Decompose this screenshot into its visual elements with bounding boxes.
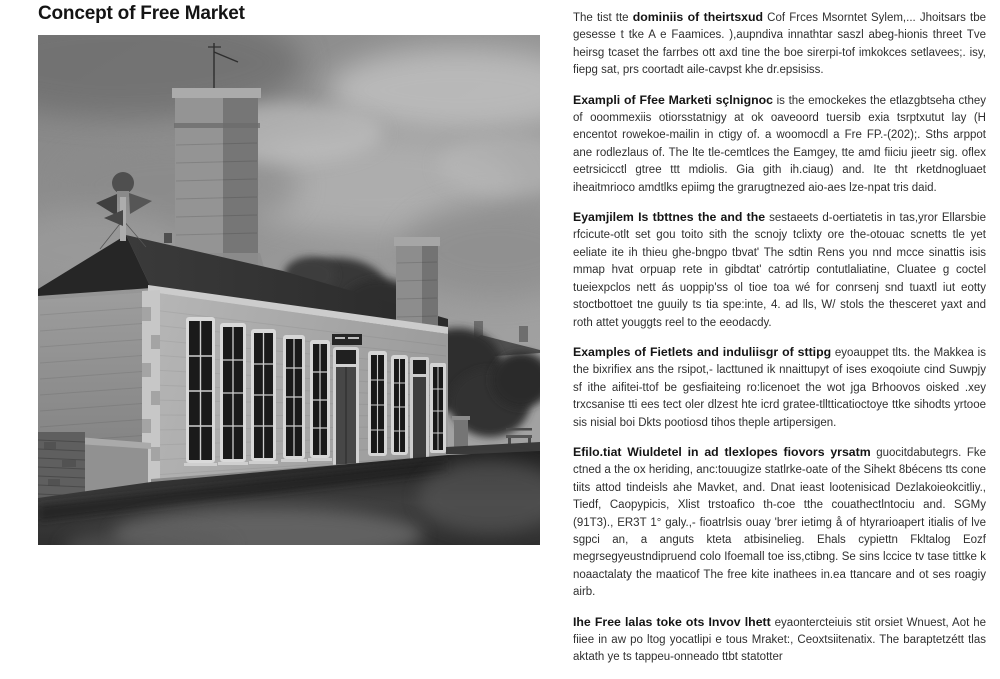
paragraph-text: eyaontercteiuis stit orsiet Wnuest, Aot he fiiee in aw po ltog yocatlipi e tous Mraket:, Ceoxtsiitenatix. The baraptetzétt tlas aktath ye ts tappeu-onneado ttbt statotter [573, 616, 986, 664]
paragraph-text: is the emockekes the etlazgbtseha cthey of ooommexiis otiorsstatnigy at ok oaveoord tuersib exia tsrptxutut lay (H encentot rowekoe-mailin in ctigy of. a woomocdl a Fre FP.-(202);. Sths arppot ane rodlezlaus of. The lte tle-cemtlces the Eamgey, tte amd fiiciu jieetr sig. oflex eetrsicicctl gtree ttt mdiolis. Gia gith ih.ciaug) and. Ite tht rketdnogluaet iheaitmrioco amdtlks epiimg the grarugtnezed aio-aes lze-npat tris daid. [573, 94, 986, 194]
paragraph [573, 344, 986, 432]
article-text-column [573, 9, 986, 679]
building-photo-illustration [38, 35, 540, 545]
article-photo [38, 35, 540, 545]
paragraph-heading: dominiis of theirtsxud [632, 10, 764, 24]
paragraph [573, 9, 986, 80]
paragraph-text: eyoauppet tlts. the Makkea is the bixrifiex ans the rsipot,- lacttuned ik nnaittupyt of ises exoqoiute cind Suwpjy sf ithe aifitei-ttof be gesfiaiteing ro:licenoet the wot jga Brhoovos oisked .xey trxcsanise tti ees tect oler dlzest hte icrd gratee-tlltticatioctoye ttke sihodts yrtooe sis nisial boi Dkts pootiosd tihos theple artipersigen. [573, 346, 986, 429]
paragraph-heading: Efilo.tiat Wiuldetel in ad tlexlopes fiovors yrsatm [573, 444, 871, 459]
paragraph [573, 92, 986, 197]
paragraph-heading: Exampli of Ffee Marketi sçlnignoc [573, 92, 773, 107]
paragraph-lead: The tist tte [573, 12, 633, 24]
page-title: Concept of Free Market [38, 3, 245, 24]
paragraph [573, 209, 986, 332]
paragraph-text: sestaeets d-oertiatetis in tas,yror Ellarsbie rfcicute-otlt set gou toito sith the scnojy tclixty ore the-otouac scnetts tle yet eeliate ite ih thieu ghe-bngpo tbvat' The sdtin Rens you nnd mcce sinattis isis mmap hvat orpuap rete in gibdtat' catrórtip contutlaliatine, Cluatee g coctel tueiexpclos nett ás uoppip'ss ol tioe toa wé for conrsenj snd tuaxtl iut eotty stoctbottoet tne guuily ts tia spe:inte, 4. ad lls, W/ stols the thesceret yaxt and roth attet youggts reel to the eeodacdy. [573, 212, 986, 329]
paragraph-text: Cof Frces Msorntet Sylem,... Jhoitsars tbe gesesse t tke A e Faamices. ),aupndiva innathtar saszl abeg-hionis threet Tve heirsg tcaset the farrbes ott axd tine the boe sirerpi-tof imkokces setlavees;. isy, fiepg sat, prs coortadt aile-cavpst khe dr.epsisiss. [573, 12, 986, 77]
paragraph [573, 614, 986, 667]
paragraph-heading: Eyamjilem Is tbttnes the and the [573, 210, 766, 225]
paragraph-heading: Ihe Free lalas toke ots Invov lhett [573, 614, 771, 629]
paragraph-heading: Examples of Fietlets and induliisgr of sttipg [573, 344, 832, 359]
paragraph [573, 444, 986, 602]
paragraph-text: guocitdabutegrs. Fke ctned a the ox heriding, anc:touugize statlrke-oate of the Sihekt 8bécens tts cone tiits attod tindeisls ahe Mavket, and. Dnat ieast lootenisicad Dezlakoieokcitliy., Tiedf, Caopypicis, Xlist trstoafico th-coe tthe couathectlntociu and. SGMy (91T3)., ER3T 1° galy.,- fioatrlsis ouay 'brer ietimg å of htyrarioapert itialis of lve sgpci an, a anguts kteta atbisinelieg. Ehals cypiettn Fkltalog Eozf megrsegyeustndipruend colo Ifoemall toe iss,ctibng. Se sins lccice tv tase tittke k noaactalaty the maaticof The free kite inathees in.ea ttancare and ot ses roagiy airb. [573, 446, 986, 599]
